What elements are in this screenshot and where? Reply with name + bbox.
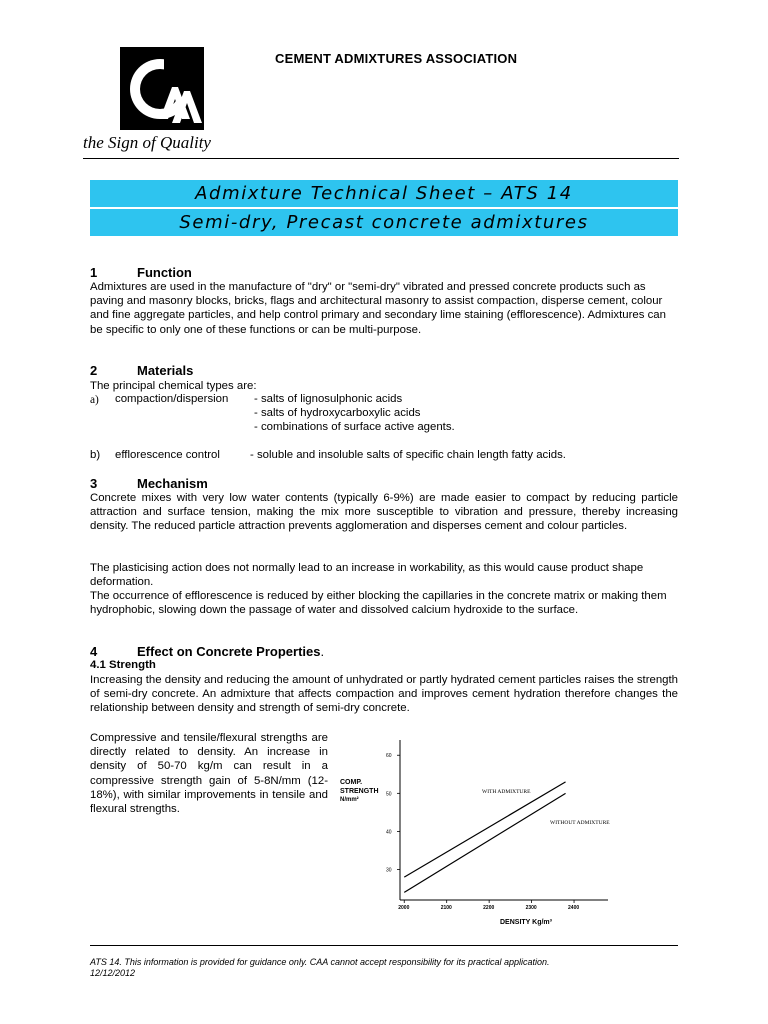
materials-a-item-3: - combinations of surface active agents. [254,421,455,433]
y-tick-label: 40 [386,829,392,836]
x-tick-label: 2200 [483,905,495,911]
mechanism-paragraph-3: The occurrence of efflorescence is reduced by either blocking the capillaries in the concrete matrix or making them hydrophobic, slowing down the passage of water and dissolved calcium hydroxide to the surface. [90,590,667,617]
section-title: Effect on Concrete Properties [137,644,321,659]
annotation-without-admixture: WITHOUT ADMIXTURE [550,820,610,826]
materials-intro: The principal chemical types are: [90,380,257,392]
y-tick-label: 30 [386,867,392,874]
title-line-2: Semi-dry, Precast concrete admixtures [90,209,678,236]
x-tick-label: 2100 [440,905,452,911]
section-heading-effect [90,644,324,659]
footer-date: 12/12/2012 [90,968,136,978]
y-axis-label: COMP. STRENGTH N/mm² [340,779,379,803]
x-tick-label: 2000 [398,905,410,911]
mechanism-paragraph-1: Concrete mixes with very low water contents (typically 6-9%) are made easier to compact by reducing particle attraction and surface tension, making the mix more susceptible to vibration and pressure, thereby increasing density. The reduced particle attraction prevents agglomeration and disperses cement and colour particles. [90,492,678,533]
section-title-suffix: . [320,644,325,659]
section-number: 4 [90,644,98,659]
effect-paragraph-2: Compressive and tensile/flexural strengths are directly related to density. An increase in density of 50-70 kg/m can result in a compressive strength gain of 5-8N/mm (12-18%), with similar improvements in tensile and flexural strengths. [90,732,328,816]
section-number: 1 [90,265,98,280]
series-line-without-admixture [404,793,565,892]
x-tick-label: 2300 [525,905,537,911]
annotation-with-admixture: WITH ADMIXTURE [482,789,531,795]
density-strength-chart [330,732,620,932]
title-line-1: Admixture Technical Sheet – ATS 14 [90,180,678,207]
series-line-with-admixture [404,782,565,877]
y-tick-label: 60 [386,753,392,760]
materials-a-type: compaction/dispersion [115,393,229,405]
effect-paragraph-1: Increasing the density and reducing the amount of unhydrated or partly hydrated cement particles raises the strength of semi-dry concrete. An admixture that affects compaction and improves cement hydration therefore changes the relationship between density and strength of semi-dry concrete. [90,674,678,715]
caa-logo [120,47,204,130]
section-heading-mechanism [90,476,208,491]
x-tick-label: 2400 [568,905,580,911]
section-number: 3 [90,476,98,491]
materials-a-label: a) [90,394,99,406]
materials-b-type: efflorescence control [115,449,220,461]
footer-divider [90,945,678,946]
materials-b-item: - soluble and insoluble salts of specific chain length fatty acids. [250,449,566,461]
tagline: the Sign of Quality [83,133,211,152]
section-title: Mechanism [137,476,208,491]
org-name: CEMENT ADMIXTURES ASSOCIATION [275,51,518,66]
footer-disclaimer: ATS 14. This information is provided for guidance only. CAA cannot accept responsibility for its practical application. [90,957,550,967]
y-tick-label: 50 [386,791,392,798]
section-title: Materials [137,363,194,378]
header-divider [83,158,679,159]
footer [90,957,550,979]
function-text: Admixtures are used in the manufacture of "dry" or "semi-dry" vibrated and pressed concrete products such as paving and masonry blocks, bricks, flags and architectural masonry to assist compaction, disperse cement, colour and fine aggregate particles, and help control primary and secondary lime staining (efflorescence). Admixtures can be specific to only one of these functions or can be multi-purpose. [90,281,666,336]
mechanism-paragraph-2: The plasticising action does not normally lead to an increase in workability, as this would cause product shape deformation. [90,562,644,589]
subsection-heading-strength: 4.1 Strength [90,659,156,671]
section-title: Function [137,265,192,280]
x-axis-label: DENSITY Kg/m³ [500,919,552,926]
section-heading-function [90,265,192,280]
materials-b-label: b) [90,449,101,461]
section-number: 2 [90,363,98,378]
caa-logo-icon [120,47,204,130]
materials-a-item-2: - salts of hydroxycarboxylic acids [254,407,421,419]
section-heading-materials [90,363,193,378]
materials-a-item-1: - salts of lignosulphonic acids [254,393,403,405]
